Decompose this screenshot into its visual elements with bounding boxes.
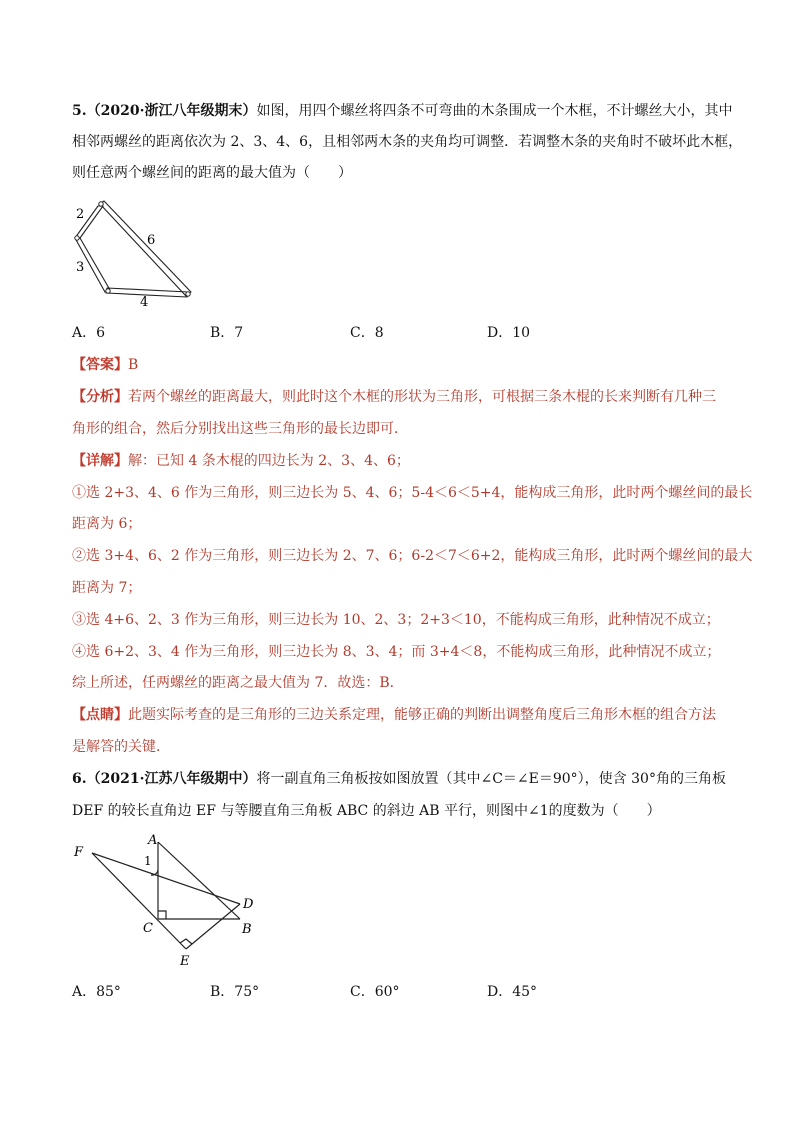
label-D: D (243, 897, 254, 912)
q5-stem-line-2: 相邻两螺丝的距离依次为 2、3、4、6，且相邻两木条的夹角均可调整．若调整木条的夹角时不破坏此木框， (72, 134, 743, 150)
analysis-text-1: 若两个螺丝的距离最大，则此时这个木框的形状为三角形，可根据三条木棍的长来判断有几种三 (128, 389, 716, 405)
q5-stem-text-1: 如图，用四个螺丝将四条不可弯曲的木条围成一个木框，不计螺丝大小，其中 (256, 103, 733, 119)
screw-bottom-right (186, 292, 190, 296)
q6-stem-text-1: 将一副直角三角板按如图放置（其中∠C＝∠E＝90°），使含 30°角的三角板 (256, 771, 726, 787)
q5-label-top: 2 (76, 207, 85, 222)
segment-FD (92, 853, 240, 904)
q6-number: 6. (72, 771, 87, 787)
q5-detail-line-8: 综上所述，任两螺丝的距离之最大值为 7．故选：B． (72, 675, 404, 691)
q6-option-b[interactable]: B．75° (210, 984, 260, 1000)
q5-number: 5. (72, 103, 87, 119)
q6-stem-line-2: DEF 的较长直角边 EF 与等腰直角三角板 ABC 的斜边 AB 平行，则图中∠1的度数为（ ） (72, 803, 661, 819)
right-angle-mark-C (158, 911, 166, 919)
q5-detail-line-2: ①选 2+3、4、6 作为三角形，则三边长为 5、4、6；5-4＜6＜5+4，能构成三角形，此时两个螺丝间的最长 (72, 485, 753, 501)
q6-option-d[interactable]: D．45° (487, 984, 538, 1000)
q5-detail-line-3: 距离为 6； (72, 516, 142, 532)
q5-detail-line-7: ④选 6+2、3、4 作为三角形，则三边长为 8、3、4；而 3+4＜8，不能构成三角形，此种情况不成立； (72, 644, 721, 660)
frame-bar-6 (100, 201, 191, 296)
q5-analysis-line-2: 角形的组合，然后分别找出这些三角形的最长边即可． (72, 421, 408, 437)
q5-answer-line (72, 355, 732, 375)
q6-stem-line-1 (72, 769, 732, 789)
screw-top (99, 202, 103, 206)
label-B: B (242, 922, 252, 937)
label-F: F (74, 845, 84, 860)
q5-detail-line-6: ③选 4+6、2、3 作为三角形，则三边长为 10、2、3；2+3＜10，不能构成三角形，此种情况不成立； (72, 612, 720, 628)
q5-analysis-line-1 (72, 387, 732, 407)
q5-label-bottom: 4 (140, 295, 149, 308)
detail-text-1: 解：已知 4 条木棍的四边长为 2、3、4、6； (128, 453, 410, 469)
angle-1-arc (151, 870, 158, 875)
label-C: C (143, 921, 153, 936)
q5-label-right: 6 (147, 233, 156, 248)
label-angle-1: 1 (144, 854, 152, 868)
detail-tag: 【详解】 (72, 453, 128, 469)
q6-option-a[interactable]: A．85° (72, 984, 121, 1000)
q5-wooden-frame-figure (70, 196, 200, 308)
q6-option-c[interactable]: C．60° (350, 984, 400, 1000)
q5-option-c[interactable]: C．8 (350, 325, 384, 341)
q5-comment-line-2: 是解答的关键． (72, 739, 170, 755)
screw-left (75, 236, 79, 240)
comment-tag: 【点睛】 (72, 707, 128, 723)
analysis-tag: 【分析】 (72, 389, 128, 405)
screw-bottom-left (106, 289, 110, 293)
comment-text-1: 此题实际考查的是三角形的三边关系定理，能够正确的判断出调整角度后三角形木框的组合方法 (128, 707, 716, 723)
label-E: E (180, 954, 190, 969)
answer-tag: 【答案】 (72, 357, 128, 373)
segment-ED (186, 904, 240, 949)
q6-source: （2021·江苏八年级期中） (86, 771, 257, 787)
q5-option-d[interactable]: D．10 (487, 325, 531, 341)
answer-value: B (128, 357, 139, 373)
q5-source: （2020·浙江八年级期末） (86, 103, 257, 119)
q6-set-squares-figure (70, 832, 270, 970)
q5-detail-line-4: ②选 3+4、6、2 作为三角形，则三边长为 2、7、6；6-2＜7＜6+2，能构成三角形，此时两个螺丝间的最大 (72, 548, 753, 564)
right-angle-mark-E (180, 939, 192, 944)
q5-stem-line-1 (72, 101, 732, 121)
segment-FE (92, 853, 186, 949)
q5-detail-line-1 (72, 451, 732, 471)
q5-label-left: 3 (76, 260, 85, 275)
q5-option-a[interactable]: A．6 (72, 325, 106, 341)
q5-comment-line-1 (72, 705, 732, 725)
q5-stem-line-3: 则任意两个螺丝间的距离的最大值为（ ） (72, 165, 352, 181)
q5-detail-line-5: 距离为 7； (72, 580, 142, 596)
q5-option-b[interactable]: B．7 (210, 325, 244, 341)
label-A: A (148, 833, 158, 848)
